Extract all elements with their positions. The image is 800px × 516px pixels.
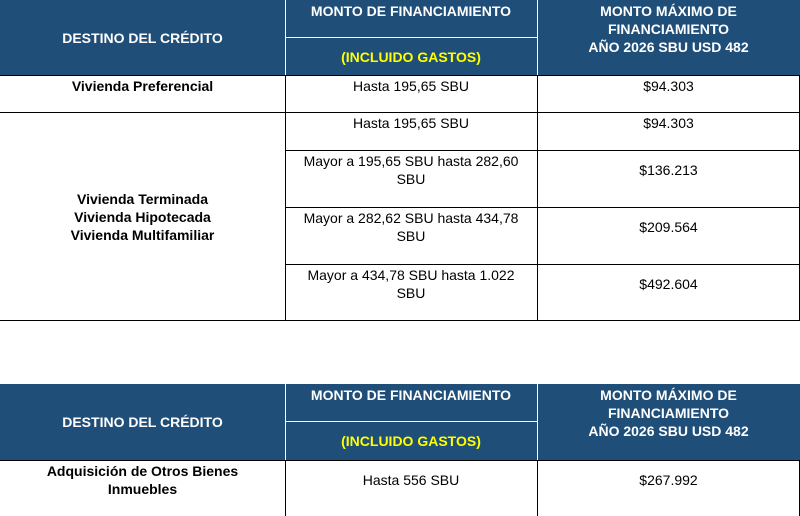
monto-line-2: SBU (396, 228, 426, 244)
row-maximo-otros-bienes (537, 460, 800, 516)
credit-table-2 (0, 384, 800, 516)
header-monto-incluido (285, 422, 537, 460)
group-monto-row-1 (285, 112, 537, 150)
header-incluido-label: (INCLUIDO GASTOS) (341, 433, 481, 449)
header-maximo-line-1: MONTO MÁXIMO DE (600, 3, 737, 19)
maximo-value: $492.604 (639, 276, 698, 292)
header-destino (0, 0, 285, 75)
monto-line-2: SBU (396, 171, 426, 187)
destino-line-2: Inmuebles (107, 481, 178, 497)
header-destino (0, 384, 285, 460)
maximo-value: $136.213 (639, 162, 698, 178)
destino-line-3: Vivienda Multifamiliar (70, 226, 215, 243)
monto-line-1: Mayor a 282,62 SBU hasta 434,78 (303, 210, 519, 226)
monto-label: Hasta 556 SBU (362, 472, 460, 488)
group-monto-row-4 (285, 264, 537, 321)
header-maximo (537, 384, 800, 460)
monto-line-1: Hasta 195,65 SBU (353, 115, 469, 131)
header-maximo-line-1: MONTO MÁXIMO DE (600, 387, 737, 403)
header-incluido-label: (INCLUIDO GASTOS) (341, 48, 481, 65)
group-maximo-row-4 (537, 264, 800, 321)
row-monto-otros-bienes (285, 460, 537, 516)
header-maximo-line-3: AÑO 2026 SBU USD 482 (588, 423, 749, 439)
row-maximo-preferencial (537, 75, 800, 112)
maximo-value: $94.303 (643, 115, 694, 131)
header-destino-label: DESTINO DEL CRÉDITO (62, 414, 223, 430)
maximo-value: $209.564 (639, 219, 698, 235)
destino-label: Vivienda Preferencial (71, 78, 214, 94)
monto-line-1: Mayor a 195,65 SBU hasta 282,60 (303, 153, 519, 169)
monto-line-1: Mayor a 434,78 SBU hasta 1.022 (307, 267, 515, 283)
group-monto-row-3 (285, 207, 537, 264)
header-destino-label: DESTINO DEL CRÉDITO (62, 29, 223, 46)
destino-line-2: Vivienda Hipotecada (74, 208, 211, 225)
group-monto-row-2 (285, 150, 537, 207)
group-maximo-row-3 (537, 207, 800, 264)
destino-line-1: Vivienda Terminada (77, 190, 208, 207)
destino-line-1: Adquisición de Otros Bienes (46, 463, 239, 479)
header-monto-label: MONTO DE FINANCIAMIENTO (310, 387, 512, 403)
row-destino-preferencial (0, 75, 285, 112)
group-maximo-row-1 (537, 112, 800, 150)
row-monto-preferencial (285, 75, 537, 112)
group-maximo-row-2 (537, 150, 800, 207)
header-maximo-line-2: FINANCIAMIENTO (607, 21, 730, 37)
header-monto-label: MONTO DE FINANCIAMIENTO (310, 3, 512, 19)
header-monto (285, 0, 537, 38)
header-monto (285, 384, 537, 422)
header-monto-incluido (285, 38, 537, 75)
group-destino (0, 112, 285, 321)
maximo-value: $267.992 (639, 472, 698, 488)
header-maximo (537, 0, 800, 75)
monto-line-2: SBU (396, 285, 426, 301)
header-maximo-line-3: AÑO 2026 SBU USD 482 (588, 39, 749, 55)
monto-label: Hasta 195,65 SBU (353, 78, 469, 94)
header-maximo-line-2: FINANCIAMIENTO (607, 405, 730, 421)
row-destino-otros-bienes (0, 460, 285, 516)
maximo-value: $94.303 (643, 78, 694, 94)
